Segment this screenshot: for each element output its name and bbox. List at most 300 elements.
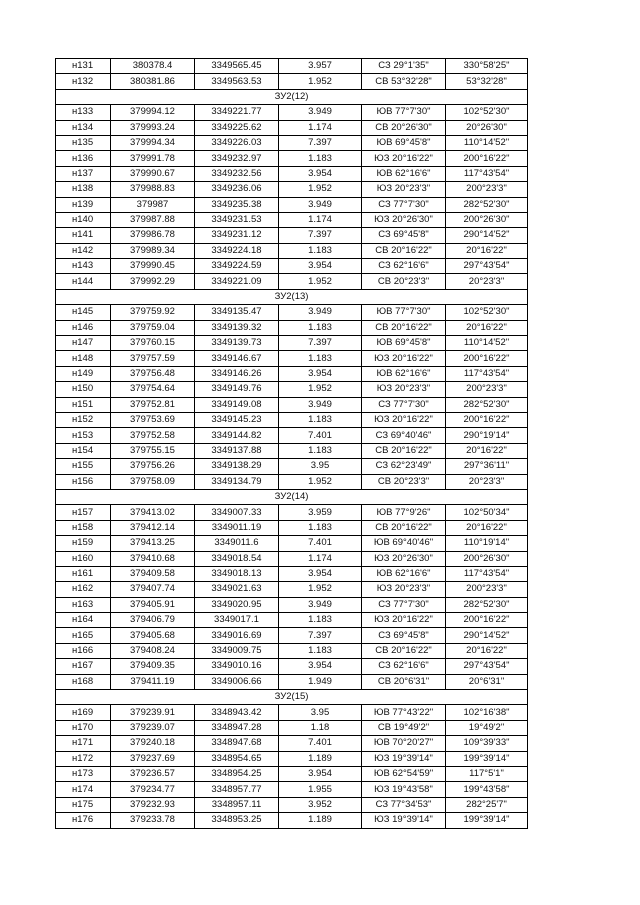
table-row xyxy=(56,59,528,74)
y-coordinate-cell: 3349149.76 xyxy=(195,382,279,397)
azimuth-cell: 110°19'14" xyxy=(446,536,528,551)
rhumb-cell: СЗ 62°23'49" xyxy=(362,459,446,474)
rhumb-cell: ЮЗ 20°23'3" xyxy=(362,382,446,397)
distance-cell: 3.954 xyxy=(279,766,362,781)
x-coordinate-cell: 379413.02 xyxy=(111,505,195,520)
point-id-cell: н146 xyxy=(56,320,111,335)
x-coordinate-cell: 379755.15 xyxy=(111,443,195,458)
distance-cell: 1.183 xyxy=(279,643,362,658)
y-coordinate-cell: 3349236.06 xyxy=(195,182,279,197)
azimuth-cell: 20°16'22" xyxy=(446,243,528,258)
group-label: ЗУ2(12) xyxy=(56,89,528,104)
table-row xyxy=(56,705,528,720)
y-coordinate-cell: 3348947.68 xyxy=(195,736,279,751)
point-id-cell: н160 xyxy=(56,551,111,566)
azimuth-cell: 20°23'3" xyxy=(446,474,528,489)
y-coordinate-cell: 3349021.63 xyxy=(195,582,279,597)
distance-cell: 1.952 xyxy=(279,474,362,489)
azimuth-cell: 290°14'52" xyxy=(446,628,528,643)
point-id-cell: н134 xyxy=(56,120,111,135)
distance-cell: 7.397 xyxy=(279,336,362,351)
azimuth-cell: 117°43'54" xyxy=(446,366,528,381)
point-id-cell: н144 xyxy=(56,274,111,289)
table-row xyxy=(56,797,528,812)
x-coordinate-cell: 379753.69 xyxy=(111,412,195,427)
table-row xyxy=(56,366,528,381)
rhumb-cell: ЮВ 62°16'6" xyxy=(362,366,446,381)
distance-cell: 3.954 xyxy=(279,166,362,181)
x-coordinate-cell: 380378.4 xyxy=(111,59,195,74)
y-coordinate-cell: 3349137.88 xyxy=(195,443,279,458)
azimuth-cell: 200°16'22" xyxy=(446,412,528,427)
y-coordinate-cell: 3349563.53 xyxy=(195,74,279,89)
azimuth-cell: 199°43'58" xyxy=(446,782,528,797)
point-id-cell: н153 xyxy=(56,428,111,443)
y-coordinate-cell: 3349018.54 xyxy=(195,551,279,566)
rhumb-cell: ЮЗ 20°26'30" xyxy=(362,212,446,227)
azimuth-cell: 109°39'33" xyxy=(446,736,528,751)
table-row xyxy=(56,120,528,135)
azimuth-cell: 102°16'38" xyxy=(446,705,528,720)
distance-cell: 3.949 xyxy=(279,197,362,212)
azimuth-cell: 110°14'52" xyxy=(446,135,528,150)
y-coordinate-cell: 3349144.82 xyxy=(195,428,279,443)
rhumb-cell: ЮВ 77°9'26" xyxy=(362,505,446,520)
x-coordinate-cell: 379406.79 xyxy=(111,613,195,628)
point-id-cell: н164 xyxy=(56,613,111,628)
rhumb-cell: ЮВ 62°16'6" xyxy=(362,166,446,181)
point-id-cell: н170 xyxy=(56,720,111,735)
group-header-row xyxy=(56,289,528,304)
azimuth-cell: 200°26'30" xyxy=(446,551,528,566)
rhumb-cell: ЮВ 77°7'30" xyxy=(362,105,446,120)
x-coordinate-cell: 379758.09 xyxy=(111,474,195,489)
x-coordinate-cell: 379752.81 xyxy=(111,397,195,412)
rhumb-cell: ЮЗ 20°16'22" xyxy=(362,351,446,366)
x-coordinate-cell: 379759.92 xyxy=(111,305,195,320)
x-coordinate-cell: 379408.24 xyxy=(111,643,195,658)
azimuth-cell: 20°16'22" xyxy=(446,520,528,535)
table-row xyxy=(56,736,528,751)
point-id-cell: н162 xyxy=(56,582,111,597)
azimuth-cell: 200°16'22" xyxy=(446,613,528,628)
distance-cell: 1.183 xyxy=(279,443,362,458)
table-row xyxy=(56,597,528,612)
distance-cell: 1.183 xyxy=(279,320,362,335)
azimuth-cell: 20°16'22" xyxy=(446,443,528,458)
point-id-cell: н135 xyxy=(56,135,111,150)
y-coordinate-cell: 3349231.12 xyxy=(195,228,279,243)
y-coordinate-cell: 3349146.26 xyxy=(195,366,279,381)
y-coordinate-cell: 3348957.77 xyxy=(195,782,279,797)
rhumb-cell: ЮЗ 20°26'30" xyxy=(362,551,446,566)
rhumb-cell: ЮВ 70°20'27" xyxy=(362,736,446,751)
distance-cell: 3.954 xyxy=(279,366,362,381)
y-coordinate-cell: 3349011.6 xyxy=(195,536,279,551)
x-coordinate-cell: 379413.25 xyxy=(111,536,195,551)
x-coordinate-cell: 379410.68 xyxy=(111,551,195,566)
table-row xyxy=(56,720,528,735)
x-coordinate-cell: 379991.78 xyxy=(111,151,195,166)
distance-cell: 1.952 xyxy=(279,582,362,597)
x-coordinate-cell: 379987 xyxy=(111,197,195,212)
x-coordinate-cell: 379240.18 xyxy=(111,736,195,751)
table-row xyxy=(56,166,528,181)
table-row xyxy=(56,259,528,274)
azimuth-cell: 290°19'14" xyxy=(446,428,528,443)
distance-cell: 1.952 xyxy=(279,274,362,289)
x-coordinate-cell: 379405.68 xyxy=(111,628,195,643)
table-row xyxy=(56,659,528,674)
y-coordinate-cell: 3349139.73 xyxy=(195,336,279,351)
rhumb-cell: СВ 20°16'22" xyxy=(362,643,446,658)
azimuth-cell: 20°16'22" xyxy=(446,320,528,335)
rhumb-cell: ЮЗ 19°39'14" xyxy=(362,751,446,766)
azimuth-cell: 200°23'3" xyxy=(446,582,528,597)
x-coordinate-cell: 379759.04 xyxy=(111,320,195,335)
table-row xyxy=(56,520,528,535)
azimuth-cell: 117°43'54" xyxy=(446,166,528,181)
distance-cell: 3.95 xyxy=(279,459,362,474)
table-row xyxy=(56,397,528,412)
y-coordinate-cell: 3348954.65 xyxy=(195,751,279,766)
x-coordinate-cell: 379239.07 xyxy=(111,720,195,735)
point-id-cell: н145 xyxy=(56,305,111,320)
azimuth-cell: 110°14'52" xyxy=(446,336,528,351)
rhumb-cell: СЗ 29°1'35" xyxy=(362,59,446,74)
distance-cell: 7.397 xyxy=(279,228,362,243)
y-coordinate-cell: 3349565.45 xyxy=(195,59,279,74)
y-coordinate-cell: 3348943.42 xyxy=(195,705,279,720)
table-row xyxy=(56,320,528,335)
distance-cell: 3.952 xyxy=(279,797,362,812)
point-id-cell: н151 xyxy=(56,397,111,412)
y-coordinate-cell: 3349226.03 xyxy=(195,135,279,150)
x-coordinate-cell: 379754.64 xyxy=(111,382,195,397)
x-coordinate-cell: 379409.35 xyxy=(111,659,195,674)
y-coordinate-cell: 3348953.25 xyxy=(195,813,279,828)
distance-cell: 1.189 xyxy=(279,813,362,828)
table-row xyxy=(56,428,528,443)
rhumb-cell: ЮЗ 19°39'14" xyxy=(362,813,446,828)
x-coordinate-cell: 379239.91 xyxy=(111,705,195,720)
azimuth-cell: 282°52'30" xyxy=(446,197,528,212)
point-id-cell: н132 xyxy=(56,74,111,89)
azimuth-cell: 200°23'3" xyxy=(446,382,528,397)
x-coordinate-cell: 379989.34 xyxy=(111,243,195,258)
y-coordinate-cell: 3349009.75 xyxy=(195,643,279,658)
table-row xyxy=(56,197,528,212)
x-coordinate-cell: 379988.83 xyxy=(111,182,195,197)
point-id-cell: н154 xyxy=(56,443,111,458)
azimuth-cell: 199°39'14" xyxy=(446,751,528,766)
table-row xyxy=(56,551,528,566)
x-coordinate-cell: 379760.15 xyxy=(111,336,195,351)
point-id-cell: н171 xyxy=(56,736,111,751)
y-coordinate-cell: 3349145.23 xyxy=(195,412,279,427)
azimuth-cell: 200°26'30" xyxy=(446,212,528,227)
rhumb-cell: СВ 20°23'3" xyxy=(362,474,446,489)
x-coordinate-cell: 379405.91 xyxy=(111,597,195,612)
table-row xyxy=(56,412,528,427)
rhumb-cell: ЮВ 77°7'30" xyxy=(362,305,446,320)
group-header-row xyxy=(56,690,528,705)
table-row xyxy=(56,459,528,474)
table-row xyxy=(56,74,528,89)
point-id-cell: н175 xyxy=(56,797,111,812)
point-id-cell: н167 xyxy=(56,659,111,674)
point-id-cell: н172 xyxy=(56,751,111,766)
table-row xyxy=(56,628,528,643)
table-row xyxy=(56,474,528,489)
table-row xyxy=(56,105,528,120)
y-coordinate-cell: 3349017.1 xyxy=(195,613,279,628)
distance-cell: 1.183 xyxy=(279,613,362,628)
y-coordinate-cell: 3349016.69 xyxy=(195,628,279,643)
point-id-cell: н163 xyxy=(56,597,111,612)
rhumb-cell: ЮВ 69°40'46" xyxy=(362,536,446,551)
x-coordinate-cell: 380381.86 xyxy=(111,74,195,89)
rhumb-cell: СВ 20°23'3" xyxy=(362,274,446,289)
table-row xyxy=(56,505,528,520)
point-id-cell: н142 xyxy=(56,243,111,258)
distance-cell: 3.954 xyxy=(279,659,362,674)
y-coordinate-cell: 3349221.77 xyxy=(195,105,279,120)
distance-cell: 1.183 xyxy=(279,520,362,535)
group-header-row xyxy=(56,489,528,504)
y-coordinate-cell: 3349138.29 xyxy=(195,459,279,474)
distance-cell: 7.401 xyxy=(279,536,362,551)
distance-cell: 1.949 xyxy=(279,674,362,689)
rhumb-cell: СВ 20°16'22" xyxy=(362,443,446,458)
coordinates-sheet xyxy=(55,58,527,829)
point-id-cell: н147 xyxy=(56,336,111,351)
rhumb-cell: ЮВ 69°45'8" xyxy=(362,135,446,150)
rhumb-cell: ЮЗ 20°23'3" xyxy=(362,182,446,197)
distance-cell: 1.183 xyxy=(279,351,362,366)
table-row xyxy=(56,228,528,243)
table-row xyxy=(56,182,528,197)
distance-cell: 3.949 xyxy=(279,597,362,612)
point-id-cell: н136 xyxy=(56,151,111,166)
x-coordinate-cell: 379752.58 xyxy=(111,428,195,443)
point-id-cell: н140 xyxy=(56,212,111,227)
table-row xyxy=(56,782,528,797)
x-coordinate-cell: 379990.67 xyxy=(111,166,195,181)
x-coordinate-cell: 379756.26 xyxy=(111,459,195,474)
x-coordinate-cell: 379232.93 xyxy=(111,797,195,812)
table-row xyxy=(56,613,528,628)
group-header-row xyxy=(56,89,528,104)
distance-cell: 3.949 xyxy=(279,397,362,412)
point-id-cell: н173 xyxy=(56,766,111,781)
y-coordinate-cell: 3349232.56 xyxy=(195,166,279,181)
point-id-cell: н176 xyxy=(56,813,111,828)
distance-cell: 1.952 xyxy=(279,382,362,397)
azimuth-cell: 20°6'31" xyxy=(446,674,528,689)
rhumb-cell: ЮВ 77°43'22" xyxy=(362,705,446,720)
rhumb-cell: СВ 20°6'31" xyxy=(362,674,446,689)
table-row xyxy=(56,274,528,289)
distance-cell: 1.952 xyxy=(279,74,362,89)
table-row xyxy=(56,813,528,828)
x-coordinate-cell: 379986.78 xyxy=(111,228,195,243)
point-id-cell: н150 xyxy=(56,382,111,397)
rhumb-cell: ЮЗ 19°43'58" xyxy=(362,782,446,797)
point-id-cell: н165 xyxy=(56,628,111,643)
x-coordinate-cell: 379411.19 xyxy=(111,674,195,689)
table-row xyxy=(56,566,528,581)
table-row xyxy=(56,135,528,150)
y-coordinate-cell: 3349134.79 xyxy=(195,474,279,489)
azimuth-cell: 290°14'52" xyxy=(446,228,528,243)
y-coordinate-cell: 3349146.67 xyxy=(195,351,279,366)
table-row xyxy=(56,151,528,166)
table-row xyxy=(56,382,528,397)
azimuth-cell: 199°39'14" xyxy=(446,813,528,828)
distance-cell: 3.957 xyxy=(279,59,362,74)
rhumb-cell: СЗ 77°34'53" xyxy=(362,797,446,812)
azimuth-cell: 200°23'3" xyxy=(446,182,528,197)
group-label: ЗУ2(14) xyxy=(56,489,528,504)
azimuth-cell: 20°23'3" xyxy=(446,274,528,289)
group-label: ЗУ2(15) xyxy=(56,690,528,705)
distance-cell: 1.183 xyxy=(279,151,362,166)
rhumb-cell: ЮВ 69°45'8" xyxy=(362,336,446,351)
x-coordinate-cell: 379756.48 xyxy=(111,366,195,381)
rhumb-cell: СВ 53°32'28" xyxy=(362,74,446,89)
point-id-cell: н159 xyxy=(56,536,111,551)
table-row xyxy=(56,643,528,658)
azimuth-cell: 102°52'30" xyxy=(446,105,528,120)
distance-cell: 1.174 xyxy=(279,212,362,227)
rhumb-cell: СЗ 62°16'6" xyxy=(362,259,446,274)
distance-cell: 1.18 xyxy=(279,720,362,735)
group-label: ЗУ2(13) xyxy=(56,289,528,304)
y-coordinate-cell: 3349225.62 xyxy=(195,120,279,135)
table-row xyxy=(56,212,528,227)
point-id-cell: н152 xyxy=(56,412,111,427)
distance-cell: 7.401 xyxy=(279,736,362,751)
point-id-cell: н137 xyxy=(56,166,111,181)
distance-cell: 7.397 xyxy=(279,135,362,150)
x-coordinate-cell: 379234.77 xyxy=(111,782,195,797)
point-id-cell: н155 xyxy=(56,459,111,474)
y-coordinate-cell: 3349232.97 xyxy=(195,151,279,166)
point-id-cell: н138 xyxy=(56,182,111,197)
y-coordinate-cell: 3349231.53 xyxy=(195,212,279,227)
y-coordinate-cell: 3349224.59 xyxy=(195,259,279,274)
table-row xyxy=(56,674,528,689)
y-coordinate-cell: 3349010.16 xyxy=(195,659,279,674)
point-id-cell: н156 xyxy=(56,474,111,489)
table-row xyxy=(56,766,528,781)
x-coordinate-cell: 379237.69 xyxy=(111,751,195,766)
distance-cell: 3.949 xyxy=(279,105,362,120)
point-id-cell: н143 xyxy=(56,259,111,274)
distance-cell: 3.959 xyxy=(279,505,362,520)
point-id-cell: н133 xyxy=(56,105,111,120)
x-coordinate-cell: 379994.12 xyxy=(111,105,195,120)
distance-cell: 1.174 xyxy=(279,551,362,566)
rhumb-cell: ЮЗ 20°16'22" xyxy=(362,613,446,628)
rhumb-cell: ЮЗ 20°16'22" xyxy=(362,412,446,427)
point-id-cell: н174 xyxy=(56,782,111,797)
azimuth-cell: 53°32'28" xyxy=(446,74,528,89)
table-row xyxy=(56,351,528,366)
azimuth-cell: 20°16'22" xyxy=(446,643,528,658)
azimuth-cell: 282°52'30" xyxy=(446,397,528,412)
table-row xyxy=(56,243,528,258)
rhumb-cell: СЗ 77°7'30" xyxy=(362,597,446,612)
y-coordinate-cell: 3349235.38 xyxy=(195,197,279,212)
x-coordinate-cell: 379412.14 xyxy=(111,520,195,535)
rhumb-cell: ЮЗ 20°16'22" xyxy=(362,151,446,166)
table-row xyxy=(56,751,528,766)
rhumb-cell: ЮЗ 20°23'3" xyxy=(362,582,446,597)
distance-cell: 1.183 xyxy=(279,412,362,427)
azimuth-cell: 117°5'1" xyxy=(446,766,528,781)
distance-cell: 1.952 xyxy=(279,182,362,197)
point-id-cell: н157 xyxy=(56,505,111,520)
rhumb-cell: СЗ 77°7'30" xyxy=(362,397,446,412)
y-coordinate-cell: 3348947.28 xyxy=(195,720,279,735)
rhumb-cell: СВ 20°16'22" xyxy=(362,243,446,258)
x-coordinate-cell: 379987.88 xyxy=(111,212,195,227)
distance-cell: 3.95 xyxy=(279,705,362,720)
distance-cell: 3.949 xyxy=(279,305,362,320)
point-id-cell: н161 xyxy=(56,566,111,581)
rhumb-cell: СЗ 77°7'30" xyxy=(362,197,446,212)
point-id-cell: н168 xyxy=(56,674,111,689)
y-coordinate-cell: 3348954.25 xyxy=(195,766,279,781)
rhumb-cell: СЗ 62°16'6" xyxy=(362,659,446,674)
azimuth-cell: 19°49'2" xyxy=(446,720,528,735)
rhumb-cell: СВ 20°16'22" xyxy=(362,320,446,335)
table-row xyxy=(56,305,528,320)
point-id-cell: н148 xyxy=(56,351,111,366)
y-coordinate-cell: 3349006.66 xyxy=(195,674,279,689)
azimuth-cell: 102°50'34" xyxy=(446,505,528,520)
y-coordinate-cell: 3349224.18 xyxy=(195,243,279,258)
y-coordinate-cell: 3349018.13 xyxy=(195,566,279,581)
azimuth-cell: 282°52'30" xyxy=(446,597,528,612)
point-id-cell: н149 xyxy=(56,366,111,381)
distance-cell: 1.955 xyxy=(279,782,362,797)
y-coordinate-cell: 3349221.09 xyxy=(195,274,279,289)
distance-cell: 3.954 xyxy=(279,259,362,274)
point-id-cell: н139 xyxy=(56,197,111,212)
table-row xyxy=(56,536,528,551)
azimuth-cell: 297°43'54" xyxy=(446,659,528,674)
azimuth-cell: 117°43'54" xyxy=(446,566,528,581)
rhumb-cell: СВ 20°26'30" xyxy=(362,120,446,135)
y-coordinate-cell: 3349011.19 xyxy=(195,520,279,535)
azimuth-cell: 297°43'54" xyxy=(446,259,528,274)
y-coordinate-cell: 3349139.32 xyxy=(195,320,279,335)
azimuth-cell: 102°52'30" xyxy=(446,305,528,320)
table-row xyxy=(56,443,528,458)
y-coordinate-cell: 3349020.95 xyxy=(195,597,279,612)
coordinates-table-body xyxy=(56,59,528,829)
distance-cell: 1.183 xyxy=(279,243,362,258)
table-row xyxy=(56,336,528,351)
y-coordinate-cell: 3349149.08 xyxy=(195,397,279,412)
y-coordinate-cell: 3348957.11 xyxy=(195,797,279,812)
azimuth-cell: 200°16'22" xyxy=(446,151,528,166)
azimuth-cell: 200°16'22" xyxy=(446,351,528,366)
point-id-cell: н131 xyxy=(56,59,111,74)
